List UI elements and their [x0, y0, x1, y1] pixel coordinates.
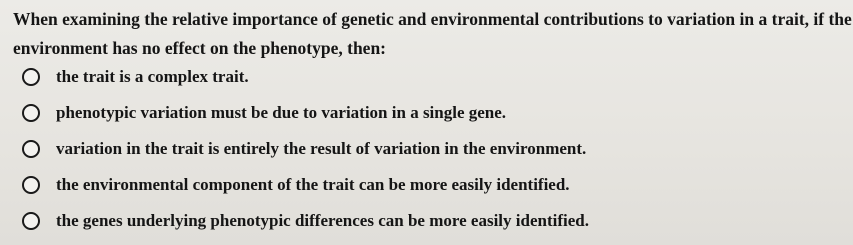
- question-line-1: When examining the relative importance of genetic and environmental contributions to variation in a trait, if the: [13, 9, 852, 29]
- radio-button-1[interactable]: [22, 68, 40, 86]
- answer-option-2[interactable]: [22, 102, 589, 138]
- answer-option-4[interactable]: [22, 174, 589, 210]
- radio-button-5[interactable]: [22, 212, 40, 230]
- radio-button-3[interactable]: [22, 140, 40, 158]
- answer-option-3[interactable]: [22, 138, 589, 174]
- answer-option-label: phenotypic variation must be due to variation in a single gene.: [56, 103, 507, 122]
- answer-option-label: the environmental component of the trait can be more easily identified.: [56, 175, 570, 194]
- radio-button-2[interactable]: [22, 104, 40, 122]
- answer-option-1[interactable]: [22, 66, 589, 102]
- answer-option-label: variation in the trait is entirely the result of variation in the environment.: [56, 139, 587, 158]
- question-text: [13, 5, 853, 63]
- question-line-2: environment has no effect on the phenotype, then:: [13, 38, 387, 58]
- answer-option-label: the trait is a complex trait.: [56, 67, 249, 86]
- answer-option-5[interactable]: [22, 210, 589, 245]
- answer-options: [22, 66, 589, 245]
- answer-option-label: the genes underlying phenotypic differences can be more easily identified.: [56, 211, 589, 230]
- radio-button-4[interactable]: [22, 176, 40, 194]
